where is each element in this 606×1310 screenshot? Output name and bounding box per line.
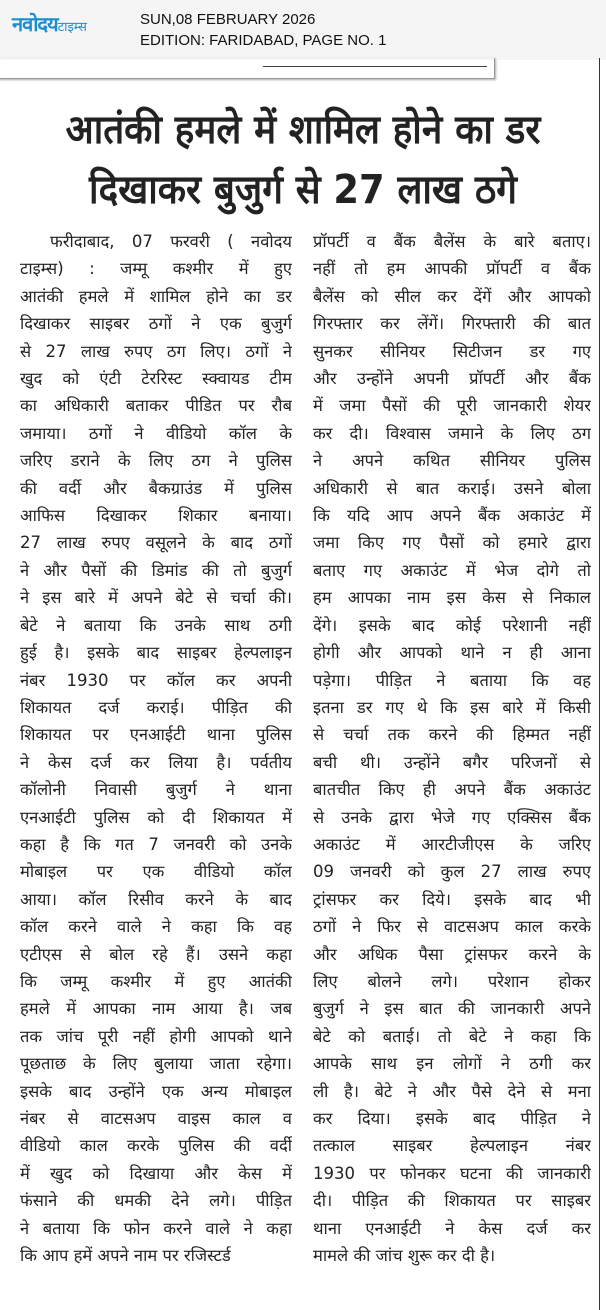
article-text-line: 1930 पर फोनकर घटना की जानकारी <box>313 1163 591 1183</box>
article-text-line: नंबर 1930 पर कॉल कर अपनी <box>20 670 292 690</box>
headline-line: दिखाकर बुजुर्ग से 27 लाख ठगे <box>89 167 517 213</box>
article-text-line: खुद को एंटी टेररिस्ट स्क्वायड टीम <box>20 369 292 389</box>
article-text-line: कि आप हमें अपने नाम पर रजिस्टर्ड <box>20 1246 231 1266</box>
article-text-line: शिकायत पर एनआईटी थाना पुलिस <box>20 725 292 745</box>
article-text-line: अधिकारी से बात कराई। उसने बोला <box>313 478 591 498</box>
article-text-line: ने और पैसों की डिमांड की तो बुजुर्ग <box>20 560 292 580</box>
article-text-line: दी। पीड़ित की शिकायत पर साइबर <box>313 1191 591 1211</box>
article-text-line: तत्काल साइबर हेल्पलाइन नंबर <box>313 1136 591 1156</box>
newspaper-logo <box>12 10 87 37</box>
article-text-line: ली है। बेटे ने और पैसे देने से मना <box>313 1081 591 1101</box>
article-text-line: जरिए डराने के लिए ठग ने पुलिस <box>20 451 292 471</box>
article-text-line: जमा किए गए पैसों को हमारे द्वारा <box>313 533 591 553</box>
article-text-line: बेटे ने बताया कि उनके साथ ठगी <box>20 615 292 635</box>
article-text-line: से चर्चा तक करने की हिम्मत नहीं <box>313 725 591 745</box>
article-text-line: का अधिकारी बताकर पीडित पर रौब <box>20 396 292 416</box>
article-text-line: टाइम्स) : जम्मू कश्मीर में हुए <box>20 259 292 279</box>
publication-date: SUN,08 FEBRUARY 2026 <box>140 11 316 28</box>
article-text-line: फंसाने की धमकी देने लगे। पीड़ित <box>20 1191 292 1211</box>
article-text-line: से उनके द्वारा भेजे गए एक्सिस बैंक <box>313 807 591 827</box>
article-text-line: और अधिक पैसा ट्रांसफर करने के <box>313 944 591 964</box>
article-text-line: बची थी। उन्होंने बगैर परिजनों से <box>313 752 591 772</box>
divider <box>263 66 487 67</box>
article-text-line: इतना डर गए थे कि इस बारे में किसी <box>313 697 591 717</box>
article-text-line: आफिस दिखाकर शिकार बनाया। <box>20 506 292 526</box>
article-text-line: ने इस बारे में अपने बेटे से चर्चा की। <box>20 588 292 608</box>
article-text-line: आपके साथ इन लोगों ने ठगी कर <box>313 1054 591 1074</box>
article-text-line: ने अपने कथित सीनियर पुलिस <box>313 451 591 471</box>
article-text-line: तक जांच पूरी नहीं होगी आपको थाने <box>20 1026 292 1046</box>
article-text-line: में खुद को दिखाया और केस में <box>20 1163 292 1183</box>
article-text-line: और उन्होंने अपनी प्रॉपर्टी और बैंक <box>313 369 591 389</box>
article-text-line: लिए बोलने लगे। परेशान होकर <box>313 971 591 991</box>
article-text-line: शिकायत दर्ज कराई। पीड़ित की <box>20 697 292 717</box>
header-bar <box>0 0 606 60</box>
article-text-line: की वर्दी और बैकग्राउंड में पुलिस <box>20 478 292 498</box>
article-text-line: हुई है। इसके बाद साइबर हेल्पलाइन <box>20 643 292 663</box>
article-text-line: नंबर से वाटसअप वाइस काल व <box>20 1109 292 1128</box>
article-text-line: बुजुर्ग ने इस बात की जानकारी अपने <box>313 999 591 1019</box>
article-text-line: थाना एनआईटी ने केस दर्ज कर <box>313 1218 591 1238</box>
column-rule <box>599 58 600 1310</box>
logo-main: नवोदय <box>12 12 58 36</box>
article-column-2 <box>313 228 591 1269</box>
article-text-line: कि जम्मू कश्मीर में हुए आतंकी <box>20 971 292 991</box>
edition-page: EDITION: FARIDABAD, PAGE NO. 1 <box>140 32 387 49</box>
article-text-line: एटीएस से बोल रहे हैं। उसने कहा <box>20 944 292 964</box>
article-text-line: हमले में आपका नाम आया है। जब <box>20 999 292 1019</box>
article-text-line: मोबाइल पर एक वीडियो कॉल <box>20 862 292 882</box>
article-text-line: कि यदि आप अपने बैंक अकाउंट में <box>313 506 591 526</box>
article-text-line: होगी और आपको थाने न ही आना <box>313 643 591 663</box>
article-text-line: बैलेंस को सील कर देंगें और आपको <box>313 286 591 306</box>
article-text-line: कहा है कि गत 7 जनवरी को उनके <box>20 834 292 854</box>
article-text-line: इसके बाद उन्होंने एक अन्य मोबाइल <box>20 1081 292 1101</box>
article-text-line: पूछताछ के लिए बुलाया जाता रहेगा। <box>20 1054 292 1074</box>
article-text-line: से 27 लाख रुपए ठग लिए। ठगों ने <box>20 341 292 361</box>
article-text-line: मामले की जांच शुरू कर दी है। <box>313 1246 496 1266</box>
article-text-line: अकाउंट में आरटीजीएस के जरिए <box>313 834 591 854</box>
article-text-line: आया। कॉल रिसीव करने के बाद <box>20 889 292 909</box>
previous-clipping-edge <box>0 58 495 79</box>
article-text-line: देंगे। इसके बाद कोई परेशानी नहीं <box>313 615 591 635</box>
logo-sub: टाइम्स <box>57 20 87 35</box>
article-text-line: हम आपका नाम इस केस से निकाल <box>313 588 591 608</box>
article-text-line: कॉल करने वाले ने कहा कि वह <box>20 917 292 937</box>
article-text-line: कर दिया। इसके बाद पीड़ित ने <box>313 1109 591 1128</box>
article-text-line: नहीं तो हम आपकी प्रॉपर्टी व बैंक <box>313 259 591 279</box>
article-text-line: वीडियो काल करके पुलिस की वर्दी <box>20 1136 292 1156</box>
article-text-line: ठगों ने फिर से वाटसअप काल करके <box>313 917 591 937</box>
headline-line: आतंकी हमले में शामिल होने का डर <box>65 107 541 153</box>
article-text-line: पड़ेगा। पीड़ित ने बताया कि वह <box>313 670 591 690</box>
article-text-line: गिरफ्तार कर लेंगें। गिरफ्तारी की बात <box>313 314 591 334</box>
article-text-line: ने केस दर्ज कर लिया है। पर्वतीय <box>20 752 292 772</box>
article-text-line: जमाया। ठगों ने वीडियो कॉल के <box>20 423 292 443</box>
article-text-line: कॉलोनी निवासी बुजुर्ग ने थाना <box>20 780 292 800</box>
article-text-line: में जमा पैसों की पूरी जानकारी शेयर <box>313 396 591 416</box>
edition-info <box>140 9 386 51</box>
article-text-line: ने बताया कि फोन करने वाले ने कहा <box>20 1218 292 1238</box>
article-headline <box>24 100 582 220</box>
article-text-line: ट्रांसफर कर दिये। इसके बाद भी <box>313 889 591 909</box>
article-text-line: बातचीत किए ही अपने बैंक अकाउंट <box>313 780 591 800</box>
article-text-line: 27 लाख रुपए वसूलने के बाद ठगों <box>20 533 292 553</box>
article-column-1 <box>20 228 292 1269</box>
article-text-line: बेटे को बताई। तो बेटे ने कहा कि <box>313 1026 591 1046</box>
article-text-line: कर दी। विश्वास जमाने के लिए ठग <box>313 423 591 443</box>
article-text-line: आतंकी हमले में शामिल होने का डर <box>20 286 292 306</box>
article-text-line: बताए गए अकाउंट में भेज दोगे तो <box>313 560 591 580</box>
article-text-line: 09 जनवरी को कुल 27 लाख रुपए <box>313 862 591 882</box>
article-text-line: प्रॉपर्टी व बैंक बैलेंस के बारे बताए। <box>313 232 591 251</box>
article-text-line: एनआईटी पुलिस को दी शिकायत में <box>20 807 292 827</box>
article-text-line: दिखाकर साइबर ठगों ने एक बुजुर्ग <box>20 314 292 334</box>
article-text-line: सुनकर सीनियर सिटीजन डर गए <box>313 341 591 361</box>
article-text-line: फरीदाबाद, 07 फरवरी ( नवोदय <box>50 232 292 251</box>
